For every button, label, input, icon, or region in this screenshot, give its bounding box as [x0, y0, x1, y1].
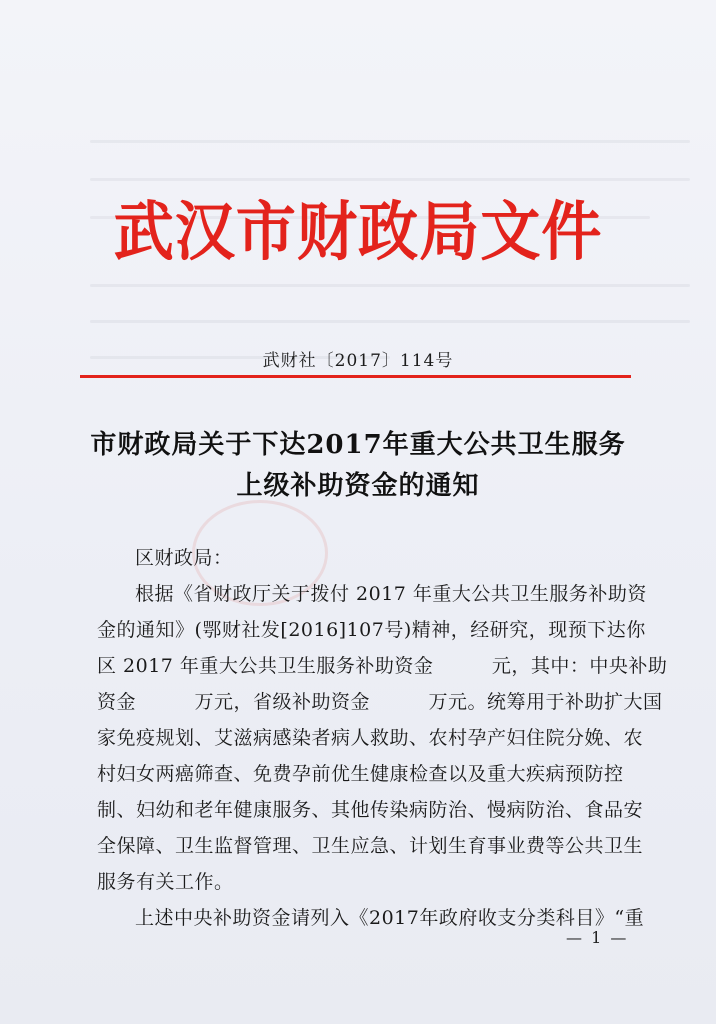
body-line: 村妇女两癌筛查、免费孕前优生健康检查以及重大疾病预防控: [97, 763, 624, 785]
document-title-line-2: 上级补助资金的通知: [236, 471, 480, 501]
body-line: 资金 万元，省级补助资金 万元。统筹用于补助扩大国: [97, 691, 663, 713]
body-line: 家免疫规划、艾滋病感染者病人救助、农村孕产妇住院分娩、农: [97, 727, 644, 749]
letterhead-title: 武汉市财政局文件: [113, 195, 603, 270]
body-line: 根据《省财政厅关于拨付 2017 年重大公共卫生服务补助资: [135, 583, 647, 605]
body-line: 全保障、卫生监督管理、卫生应急、计划生育事业费等公共卫生: [97, 835, 644, 857]
body-line: 金的通知》(鄂财社发[2016]107号)精神，经研究，现预下达你: [97, 619, 646, 641]
body-line: 服务有关工作。: [97, 871, 234, 893]
document-title-line-1: 市财政局关于下达2017年重大公共卫生服务: [90, 430, 626, 460]
body-line: 制、妇幼和老年健康服务、其他传染病防治、慢病防治、食品安: [97, 799, 644, 821]
body-line: 上述中央补助资金请列入《2017年政府收支分类科目》“重: [135, 907, 645, 929]
body-line: 区 2017 年重大公共卫生服务补助资金 元，其中：中央补助: [97, 655, 668, 677]
salutation: 区财政局：: [135, 547, 233, 569]
document-number: 武财社〔2017〕114号: [262, 351, 454, 371]
red-divider-line: [80, 375, 631, 378]
page-number-footer: — 1 —: [566, 928, 629, 947]
